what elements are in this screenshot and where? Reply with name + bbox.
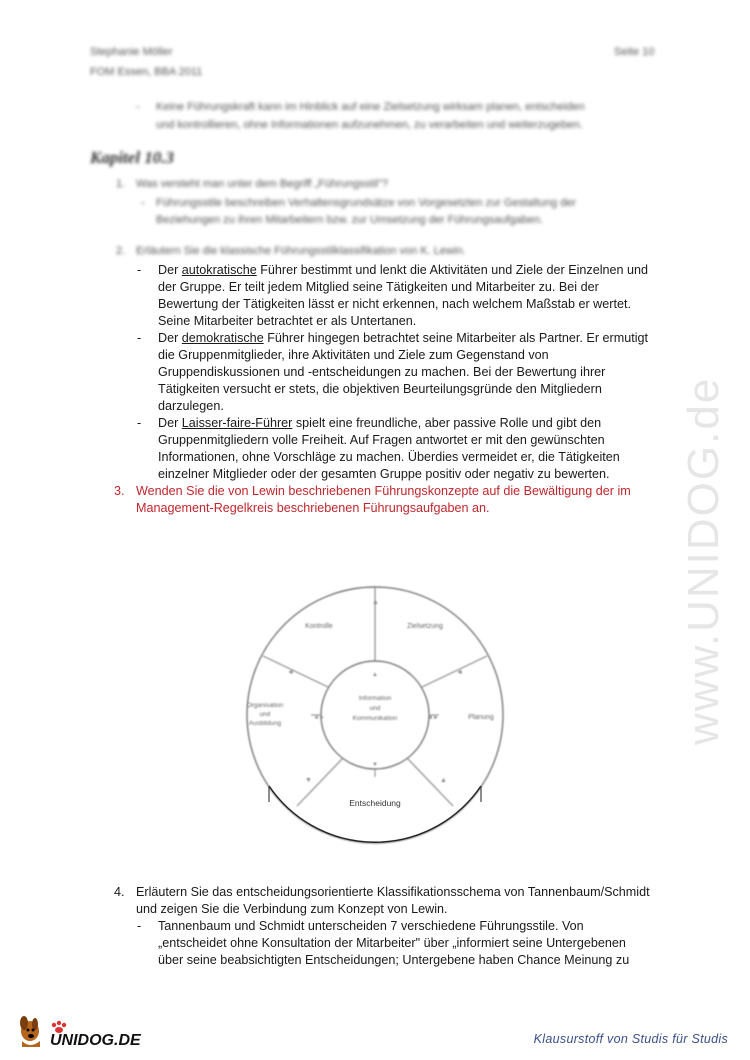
- unidog-watermark: [670, 280, 730, 750]
- logo-text: UNIDOG.DE: [50, 1032, 141, 1049]
- center-label-1: Information: [358, 695, 392, 702]
- q2-bullet-demokratisch-line-4: Tätigkeiten versucht er stets, die objektiven Beurteilungsgründe den Mitgliedern: [158, 382, 602, 396]
- bullet-dash: -: [137, 331, 142, 345]
- q2-bullet-laisser-faire-line-1: Der Laisser-faire-Führer spielt eine freundliche, aber passive Rolle und gibt den: [158, 416, 602, 430]
- term-demokratisch: demokratische: [181, 331, 264, 345]
- svg-text:◄: ◄: [456, 669, 463, 676]
- q2-bullet-autokratisch-line-3: Bewertung der Tätigkeiten lässt er nicht erkennen, nach welchem Maßstab er wertet.: [158, 297, 631, 311]
- intro-line-1: Keine Führungskraft kann im Hinblick auf eine Zielsetzung wirksam planen, entscheiden: [156, 101, 585, 113]
- q3-line-1: Wenden Sie die von Lewin beschriebenen Führungskonzepte auf die Bewältigung der im: [136, 484, 631, 498]
- svg-text:◄►: ◄►: [313, 715, 325, 721]
- bullet-dash: -: [137, 263, 142, 277]
- q2-bullet-autokratisch-line-4: Seine Mitarbeiter betrachtet er als Untertanen.: [158, 314, 417, 328]
- q2-bullet-demokratisch-line-3: Gruppendiskussionen und -entscheidungen zu machen. Bei der Bewertung ihrer: [158, 365, 606, 379]
- bullet-dash: -: [137, 919, 142, 933]
- q4-answer-line-1: Tannenbaum und Schmidt unterscheiden 7 verschiedene Führungsstile. Von: [158, 919, 584, 933]
- bullet-dash: -: [137, 416, 142, 430]
- q3-number: 3.: [114, 484, 125, 498]
- q1-answer-line-1: Führungsstile beschreiben Verhaltensgrundsätze von Vorgesetzten zur Gestaltung der: [156, 197, 577, 209]
- footer-tagline: Klausurstoff von Studis für Studis: [533, 1032, 728, 1046]
- q1-number: 1.: [116, 178, 126, 190]
- segment-label-kontrolle: Kontrolle: [305, 623, 333, 630]
- q4-line-1: Erläutern Sie das entscheidungsorientierte Klassifikationsschema von Tannenbaum/Schmidt: [136, 885, 650, 899]
- segment-label-organisation-2: und: [259, 711, 271, 718]
- svg-text:▲: ▲: [440, 777, 447, 784]
- svg-text:◄►: ◄►: [427, 715, 439, 721]
- entscheidung-arc: [269, 786, 481, 842]
- svg-text:▼: ▼: [305, 777, 312, 784]
- header-course: FOM Essen, BBA 2011: [90, 66, 203, 78]
- q1-question: Was versteht man unter dem Begriff „Führungsstil"?: [136, 178, 389, 190]
- svg-text:www.UNIDOG.de: www.UNIDOG.de: [679, 376, 728, 745]
- segment-label-zielsetzung: Zielsetzung: [407, 623, 443, 630]
- term-laisser-faire: Laisser-faire-Führer: [181, 416, 293, 430]
- q2-question: Erläutern Sie die klassische Führungsstilklassifikation von K. Lewin.: [136, 245, 466, 257]
- q2-number: 2.: [116, 245, 126, 257]
- segment-label-planung: Planung: [468, 714, 494, 721]
- svg-text:▲: ▲: [372, 672, 378, 678]
- q2-bullet-demokratisch-line-2: die Gruppenmitglieder, ihre Aktivitäten und Ziele zum Gegenstand von: [158, 348, 549, 362]
- segment-label-entscheidung: Entscheidung: [349, 798, 401, 808]
- q4-answer-line-2: „entscheidet ohne Konsultation der Mitarbeiter" über „informiert seine Untergebenen: [158, 936, 626, 950]
- q4-number: 4.: [114, 885, 125, 899]
- q2-bullet-demokratisch-line-1: Der demokratische Führer hingegen betrachtet seine Mitarbeiter als Partner. Er ermutigt: [158, 331, 649, 345]
- intro-line-2: und kontrollieren, ohne Informationen aufzunehmen, zu verarbeiten und weiterzugeben.: [156, 119, 583, 131]
- center-label-2: und: [369, 705, 381, 712]
- center-label-3: Kommunikation: [352, 715, 398, 722]
- spoke-upper-right: [422, 656, 487, 687]
- spoke-lower-left: [297, 758, 343, 806]
- q4-answer-line-3: über seine beabsichtigten Entscheidungen; Untergebene haben Chance Meinung zu: [158, 953, 630, 967]
- unidog-logo[interactable]: [14, 1015, 164, 1051]
- chapter-title: Kapitel 10.3: [90, 148, 175, 167]
- segment-label-organisation-1: Organisation: [246, 702, 284, 709]
- header-author: Stephanie Möller: [90, 46, 173, 58]
- term-autokratisch: autokratische: [181, 263, 257, 277]
- q2-bullet-autokratisch-line-1: Der autokratische Führer bestimmt und lenkt die Aktivitäten und Ziele der Einzelnen und: [158, 263, 649, 277]
- svg-text:▲: ▲: [372, 599, 379, 606]
- q3-line-2: Management-Regelkreis beschriebenen Führungsaufgaben an.: [136, 501, 490, 515]
- spoke-upper-left: [263, 656, 328, 687]
- q2-bullet-autokratisch-line-2: der Gruppe. Er teilt jedem Mitglied seine Tätigkeiten und Mitarbeiter zu. Bei der: [158, 280, 599, 294]
- q2-bullet-laisser-faire-line-4: einzelner Mitglieder oder der gesamten Gruppe positiv oder negativ zu bewerten.: [158, 467, 610, 481]
- header-page-number: Seite 10: [614, 46, 655, 58]
- q2-bullet-laisser-faire-line-3: Informationen, ohne Vorschläge zu machen. Überdies vermeidet er, die Tätigkeiten: [158, 450, 620, 464]
- svg-text:▼: ▼: [372, 762, 378, 768]
- segment-label-organisation-3: Ausbildung: [248, 720, 282, 727]
- q2-bullet-demokratisch-line-5: darzulegen.: [158, 399, 224, 413]
- management-regelkreis-diagram: [225, 570, 525, 860]
- q2-bullet-laisser-faire-line-2: Gruppenmitgliedern volle Freiheit. Auf Fragen antwortet er mit den gewünschten: [158, 433, 605, 447]
- q4-line-2: und zeigen Sie die Verbindung zum Konzept von Lewin.: [136, 902, 448, 916]
- q1-answer-line-2: Beziehungen zu ihren Mitarbeitern bzw. zur Umsetzung der Führungsaufgaben.: [156, 214, 544, 226]
- svg-text:◄: ◄: [287, 669, 294, 676]
